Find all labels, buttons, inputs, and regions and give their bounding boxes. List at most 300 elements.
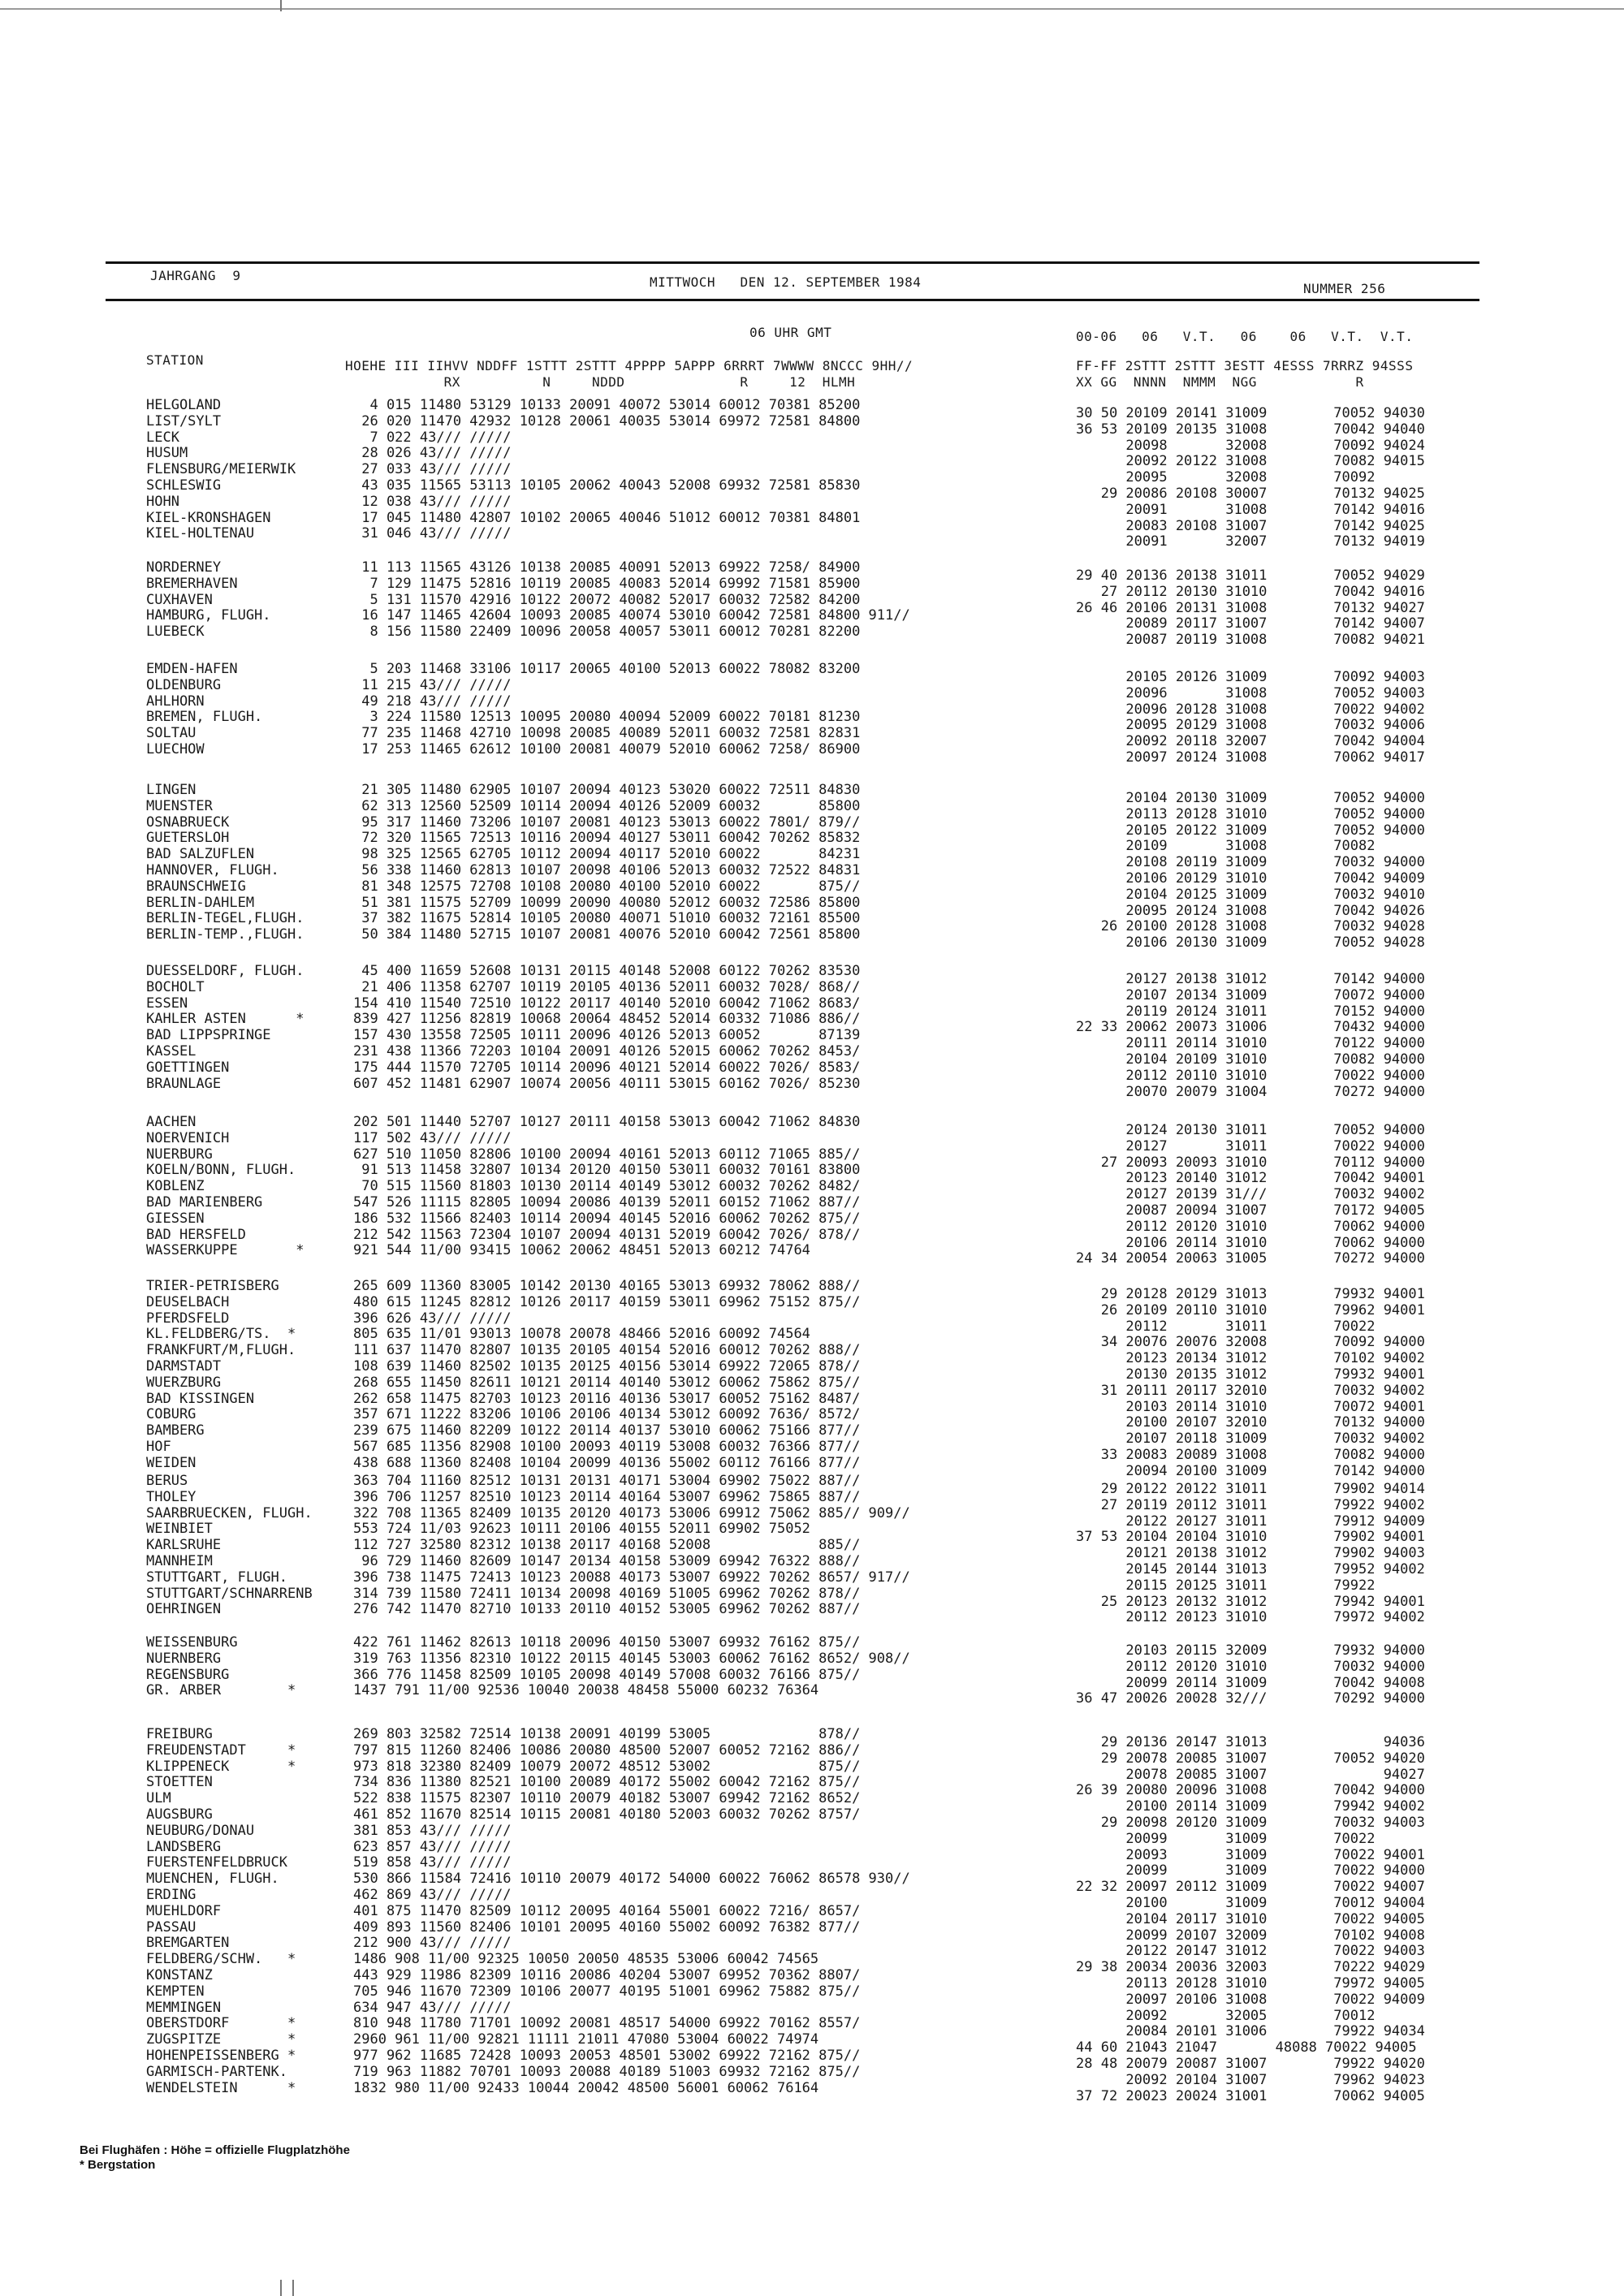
- station-name: ULM: [146, 1790, 171, 1807]
- station-name: HANNOVER, FLUGH.: [146, 861, 279, 878]
- station-forecast-row: 20092 20118 32007 70042 94004: [1076, 733, 1425, 750]
- station-forecast-row: 27 20112 20130 31010 70042 94016: [1076, 583, 1425, 600]
- station-forecast-row: 20092 20122 31008 70082 94015: [1076, 453, 1425, 470]
- station-code-row: 322 708 11365 82409 10135 20120 40173 53006 69912 75062 885// 909//: [353, 1504, 910, 1521]
- station-code-row: 95 317 11460 73206 10107 20081 40123 53013 60022 7801/ 879//: [353, 814, 861, 831]
- station-code-row: 314 739 11580 72411 10134 20098 40169 51005 69962 70262 878//: [353, 1585, 861, 1602]
- station-code-row: 3 224 11580 12513 10095 20080 40094 52009 60022 70181 81230: [353, 709, 861, 726]
- station-code-row: 973 818 32380 82409 10079 20072 48512 53002 875//: [353, 1758, 861, 1775]
- station-forecast-row: 37 72 20023 20024 31001 70062 94005: [1076, 2087, 1425, 2104]
- station-name: BERLIN-DAHLEM: [146, 894, 255, 911]
- station-code-row: 719 963 11882 70701 10093 20088 40189 51003 69932 72162 875//: [353, 2063, 861, 2080]
- station-forecast-row: 20122 20147 31012 70022 94003: [1076, 1943, 1425, 1960]
- station-name: LANDSBERG: [146, 1838, 222, 1855]
- station-forecast-row: 20092 32005 70012: [1076, 2007, 1376, 2024]
- station-name: NORDERNEY: [146, 559, 222, 576]
- station-code-row: 1832 980 11/00 92433 10044 20042 48500 56001 60062 76164: [353, 2079, 819, 2096]
- station-forecast-row: 29 20122 20122 31011 79902 94014: [1076, 1481, 1425, 1497]
- station-name: GARMISCH-PARTENK.: [146, 2063, 287, 2080]
- station-name: PFERDSFELD: [146, 1310, 230, 1327]
- station-code-row: 108 639 11460 82502 10135 20125 40156 53014 69922 72065 878//: [353, 1357, 861, 1375]
- station-forecast-row: 30 50 20109 20141 31009 70052 94030: [1076, 405, 1425, 421]
- code-column: [353, 1727, 910, 2096]
- station-name-column: [146, 1279, 296, 1472]
- station-code-row: 396 706 11257 82510 10123 20114 40164 53007 69962 75865 887//: [353, 1488, 861, 1505]
- station-forecast-row: 34 20076 20076 32008 70092 94000: [1076, 1334, 1425, 1351]
- station-code-row: 21 406 11358 62707 10119 20105 40136 52011 60032 7028/ 868//: [353, 978, 861, 995]
- right-column-header-sub: XX GG NNNN NMMM NGG R: [1076, 374, 1364, 390]
- station-name: NEUBURG/DONAU: [146, 1822, 255, 1839]
- forecast-column: [1076, 1643, 1425, 1707]
- station-name: BAD KISSINGEN: [146, 1390, 255, 1407]
- station-forecast-row: 20106 20129 31010 70042 94009: [1076, 870, 1425, 887]
- station-forecast-row: 20092 20104 31007 79962 94023: [1076, 2071, 1425, 2088]
- station-name: BRAUNLAGE: [146, 1075, 222, 1092]
- station-forecast-row: 20127 31011 70022 94000: [1076, 1137, 1425, 1154]
- station-code-row: 26 020 11470 42932 10128 20061 40035 53014 69972 72581 84800: [353, 412, 861, 429]
- station-code-row: 627 510 11050 82806 10100 20094 40161 52013 60112 71065 885//: [353, 1146, 861, 1163]
- station-code-row: 443 929 11986 82309 10116 20086 40204 53007 69952 70362 8807/: [353, 1966, 861, 1983]
- station-name-column: [146, 964, 304, 1092]
- station-forecast-row: 20095 20124 31008 70042 94026: [1076, 902, 1425, 919]
- station-forecast-row: 20091 31008 70142 94016: [1076, 501, 1425, 518]
- station-forecast-row: 20107 20118 31009 70032 94002: [1076, 1431, 1425, 1448]
- station-forecast-row: 20099 20107 32009 70102 94008: [1076, 1927, 1425, 1944]
- station-name: KARLSRUHE: [146, 1537, 222, 1554]
- header-rule: [106, 261, 1479, 264]
- station-name: BERLIN-TEMP.,FLUGH.: [146, 926, 304, 943]
- forecast-column: [1076, 972, 1425, 1100]
- station-forecast-row: 26 20109 20110 31010 79962 94001: [1076, 1301, 1425, 1318]
- station-forecast-row: 24 34 20054 20063 31005 70272 94000: [1076, 1250, 1425, 1267]
- station-forecast-row: 20099 31009 70022 94000: [1076, 1862, 1425, 1880]
- code-column-header-sub: RX N NDDD R 12 HLMH: [345, 374, 856, 390]
- station-forecast-row: 20095 32008 70092: [1076, 469, 1376, 486]
- station-forecast-row: 20087 20119 31008 70082 94021: [1076, 632, 1425, 649]
- station-name: HOF: [146, 1438, 171, 1455]
- station-name: SOLTAU: [146, 725, 197, 742]
- station-name: HOHENPEISSENBERG *: [146, 2047, 296, 2064]
- station-name: OSNABRUECK: [146, 814, 230, 831]
- station-code-row: 262 658 11475 82703 10123 20116 40136 53017 60052 75162 8487/: [353, 1390, 861, 1407]
- station-name-column: [146, 783, 304, 943]
- station-code-row: 480 615 11245 82812 10126 20117 40159 53011 69962 75152 875//: [353, 1293, 861, 1310]
- station-name: BRAUNSCHWEIG: [146, 878, 246, 895]
- station-name: DUESSELDORF, FLUGH.: [146, 963, 304, 979]
- station-forecast-row: 20115 20125 31011 79922: [1076, 1577, 1376, 1594]
- station-forecast-row: 27 20093 20093 31010 70112 94000: [1076, 1154, 1425, 1171]
- station-forecast-row: 20093 31009 70022 94001: [1076, 1846, 1425, 1863]
- station-forecast-row: 20098 32008 70092 94024: [1076, 437, 1425, 454]
- station-forecast-row: 20121 20138 31012 79902 94003: [1076, 1545, 1425, 1562]
- station-forecast-row: 20096 31008 70052 94003: [1076, 684, 1425, 701]
- station-forecast-row: 25 20123 20132 31012 79942 94001: [1076, 1593, 1425, 1610]
- station-code-row: 422 761 11462 82613 10118 20096 40150 53007 69932 76162 875//: [353, 1634, 861, 1651]
- station-forecast-row: 20108 20119 31009 70032 94000: [1076, 854, 1425, 871]
- station-code-row: 5 203 11468 33106 10117 20065 40100 52013 60022 78082 83200: [353, 661, 861, 677]
- station-forecast-row: 20083 20108 31007 70142 94025: [1076, 517, 1425, 534]
- station-forecast-row: 20112 20123 31010 79972 94002: [1076, 1609, 1425, 1626]
- station-name: KAHLER ASTEN *: [146, 1011, 304, 1028]
- station-code-row: 157 430 13558 72505 10111 20096 40126 52013 60052 87139: [353, 1027, 861, 1044]
- station-name: BAD HERSFELD: [146, 1226, 246, 1243]
- forecast-column: [1076, 670, 1425, 766]
- station-forecast-row: 20106 20114 31010 70062 94000: [1076, 1234, 1425, 1251]
- station-forecast-row: 20112 20120 31010 70062 94000: [1076, 1218, 1425, 1235]
- station-name: NOERVENICH: [146, 1129, 230, 1146]
- station-name: LIST/SYLT: [146, 412, 222, 429]
- station-forecast-row: 29 40 20136 20138 31011 70052 94029: [1076, 568, 1425, 584]
- station-forecast-row: 20078 20085 31007 94027: [1076, 1766, 1425, 1783]
- station-forecast-row: 29 20136 20147 31013 94036: [1076, 1734, 1425, 1750]
- station-code-row: 797 815 11260 82406 10086 20080 48500 52007 60052 72162 886//: [353, 1741, 861, 1759]
- station-forecast-row: 20095 20129 31008 70032 94006: [1076, 717, 1425, 734]
- station-code-row: 805 635 11/01 93013 10078 20078 48466 52016 60092 74564: [353, 1326, 810, 1343]
- station-code-row: 734 836 11380 82521 10100 20089 40172 55002 60042 72162 875//: [353, 1774, 861, 1791]
- station-name: MUENSTER: [146, 797, 213, 814]
- station-forecast-row: 20112 31011 70022: [1076, 1318, 1376, 1335]
- footnote-mountain-station: * Bergstation: [80, 2158, 156, 2172]
- station-name: FLENSBURG/MEIERWIK: [146, 461, 296, 478]
- station-forecast-row: 20145 20144 31013 79952 94002: [1076, 1560, 1425, 1577]
- station-code-row: 70 515 11560 81803 10130 20114 40149 53012 60032 70262 8482/: [353, 1178, 861, 1195]
- station-code-row: 705 946 11670 72309 10106 20077 40195 51001 69962 75882 875//: [353, 1983, 861, 2000]
- station-code-row: 409 893 11560 82406 10101 20095 40160 55002 60092 76382 877//: [353, 1918, 861, 1936]
- station-code-row: 50 384 11480 52715 10107 20081 40076 52010 60042 72561 85800: [353, 926, 861, 943]
- station-code-row: 49 218 43/// /////: [353, 693, 512, 710]
- right-column-header: FF-FF 2STTT 2STTT 3ESTT 4ESSS 7RRRZ 94SSS: [1076, 358, 1414, 373]
- station-name: GR. ARBER *: [146, 1682, 296, 1699]
- station-name: STUTTGART, FLUGH.: [146, 1569, 287, 1586]
- station-code-row: 12 038 43/// /////: [353, 493, 512, 510]
- scan-mark: [292, 2280, 294, 2296]
- station-code-row: 921 544 11/00 93415 10062 20062 48451 52013 60212 74764: [353, 1242, 810, 1259]
- station-code-row: 11 215 43/// /////: [353, 676, 512, 693]
- station-forecast-row: 20099 31009 70022: [1076, 1830, 1376, 1847]
- station-forecast-row: 20123 20140 31012 70042 94001: [1076, 1170, 1425, 1187]
- station-forecast-row: 20091 32007 70132 94019: [1076, 533, 1425, 550]
- station-forecast-row: 20112 20110 31010 70022 94000: [1076, 1067, 1425, 1084]
- footnote-airport-height: Bei Flughäfen : Höhe = offizielle Flugplatzhöhe: [80, 2143, 350, 2157]
- station-code-row: 634 947 43/// /////: [353, 1999, 512, 2016]
- station-name: MUEHLDORF: [146, 1902, 222, 1919]
- station-code-row: 98 325 12565 62705 10112 20094 40117 52010 60022 84231: [353, 846, 861, 863]
- station-name: REGENSBURG: [146, 1666, 230, 1683]
- forecast-column: [1076, 1123, 1425, 1267]
- station-name: FRANKFURT/M,FLUGH.: [146, 1342, 296, 1359]
- station-code-row: 91 513 11458 32807 10134 20120 40150 53011 60032 70161 83800: [353, 1162, 861, 1179]
- station-name: HELGOLAND: [146, 397, 222, 413]
- station-code-row: 265 609 11360 83005 10142 20130 40165 53013 69932 78062 888//: [353, 1278, 861, 1294]
- forecast-column: [1076, 1482, 1425, 1626]
- code-column: [353, 1279, 860, 1472]
- station-name: WEINBIET: [146, 1521, 213, 1538]
- right-column-header-top: 00-06 06 V.T. 06 06 V.T. V.T.: [1076, 329, 1414, 344]
- station-forecast-row: 29 20086 20108 30007 70132 94025: [1076, 485, 1425, 502]
- station-code-row: 461 852 11670 82514 10115 20081 40180 52003 60032 70262 8757/: [353, 1806, 861, 1823]
- station-name-column: [146, 1115, 304, 1259]
- station-name-column: [146, 1474, 313, 1618]
- station-name: WASSERKUPPE *: [146, 1242, 304, 1259]
- code-column: [353, 964, 860, 1092]
- station-code-row: 17 045 11480 42807 10102 20065 40046 51012 60012 70381 84801: [353, 509, 861, 526]
- station-forecast-row: 20097 20106 31008 70022 94009: [1076, 1991, 1425, 2008]
- station-name: LINGEN: [146, 782, 197, 798]
- station-name: SCHLESWIG: [146, 477, 222, 494]
- station-name: EMDEN-HAFEN: [146, 661, 238, 677]
- header-rule: [106, 299, 1479, 301]
- station-name: MUENCHEN, FLUGH.: [146, 1871, 279, 1888]
- station-code-row: 268 655 11450 82611 10121 20114 40140 53012 60062 75862 875//: [353, 1374, 861, 1391]
- station-code-row: 401 875 11470 82509 10112 20095 40164 55001 60022 7216/ 8657/: [353, 1902, 861, 1919]
- station-code-row: 839 427 11256 82819 10068 20064 48452 52014 60332 71086 886//: [353, 1011, 861, 1028]
- code-column: [353, 1474, 910, 1618]
- issue-volume: JAHRGANG 9: [150, 268, 241, 283]
- station-forecast-row: 29 20098 20120 31009 70032 94003: [1076, 1814, 1425, 1831]
- station-code-row: 31 046 43/// /////: [353, 525, 512, 542]
- station-code-row: 56 338 11460 62813 10107 20098 40106 52013 60032 72522 84831: [353, 861, 861, 878]
- station-forecast-row: 20113 20128 31010 79972 94005: [1076, 1974, 1425, 1992]
- station-forecast-row: 26 46 20106 20131 31008 70132 94027: [1076, 599, 1425, 616]
- station-name: ERDING: [146, 1886, 197, 1903]
- station-forecast-row: 29 20128 20129 31013 79932 94001: [1076, 1286, 1425, 1302]
- station-code-row: 51 381 11575 52709 10099 20090 40080 52012 60032 72586 85800: [353, 894, 861, 911]
- station-name: GOETTINGEN: [146, 1059, 230, 1076]
- station-forecast-row: 20094 20100 31009 70142 94000: [1076, 1462, 1425, 1479]
- station-name: BAD MARIENBERG: [146, 1193, 263, 1211]
- station-name: BREMERHAVEN: [146, 575, 238, 592]
- code-column: [353, 1635, 910, 1699]
- station-name: FREUDENSTADT *: [146, 1741, 296, 1759]
- station-code-row: 81 348 12575 72708 10108 20080 40100 52010 60022 875//: [353, 878, 861, 895]
- observation-time-title: 06 UHR GMT: [749, 325, 832, 340]
- station-name: FREIBURG: [146, 1726, 213, 1742]
- station-code-row: 269 803 32582 72514 10138 20091 40199 53005 878//: [353, 1726, 861, 1742]
- station-forecast-row: 20112 20120 31010 70032 94000: [1076, 1658, 1425, 1675]
- station-name: LUECHOW: [146, 740, 205, 757]
- station-name: KASSEL: [146, 1042, 197, 1060]
- station-forecast-row: 31 20111 20117 32010 70032 94002: [1076, 1382, 1425, 1399]
- station-code-row: 21 305 11480 62905 10107 20094 40123 53020 60022 72511 84830: [353, 782, 861, 798]
- station-name: AUGSBURG: [146, 1806, 213, 1823]
- station-name: AACHEN: [146, 1114, 197, 1130]
- station-forecast-row: 20099 20114 31009 70042 94008: [1076, 1674, 1425, 1691]
- station-forecast-row: 20104 20130 31009 70052 94000: [1076, 790, 1425, 806]
- station-name: STOETTEN: [146, 1774, 213, 1791]
- station-name: WENDELSTEIN *: [146, 2079, 296, 2096]
- station-name: WEIDEN: [146, 1454, 197, 1471]
- station-name: NUERBURG: [146, 1146, 213, 1163]
- station-forecast-row: 20070 20079 31004 70272 94000: [1076, 1083, 1425, 1100]
- station-name: BOCHOLT: [146, 978, 205, 995]
- station-code-row: 45 400 11659 52608 10131 20115 40148 52008 60122 70262 83530: [353, 963, 861, 979]
- station-name: FELDBERG/SCHW. *: [146, 1951, 296, 1968]
- station-code-row: 1437 791 11/00 92536 10040 20038 48458 55000 60232 76364: [353, 1682, 819, 1699]
- station-name: MEMMINGEN: [146, 1999, 222, 2016]
- station-forecast-row: 20130 20135 31012 79932 94001: [1076, 1366, 1425, 1383]
- station-code-row: 396 626 43/// /////: [353, 1310, 512, 1327]
- station-forecast-row: 20123 20134 31012 70102 94002: [1076, 1350, 1425, 1367]
- station-name: HAMBURG, FLUGH.: [146, 607, 271, 624]
- station-name: MANNHEIM: [146, 1552, 213, 1569]
- station-forecast-row: 20119 20124 31011 70152 94000: [1076, 1003, 1425, 1020]
- station-code-row: 43 035 11565 53113 10105 20062 40043 52008 69932 72581 85830: [353, 477, 861, 494]
- station-code-row: 319 763 11356 82310 10122 20115 40145 53003 60062 76162 8652/ 908//: [353, 1650, 910, 1667]
- station-name: KIEL-HOLTENAU: [146, 525, 255, 542]
- station-name: WUERZBURG: [146, 1374, 222, 1391]
- station-code-row: 28 026 43/// /////: [353, 445, 512, 462]
- station-name-column: [146, 1635, 296, 1699]
- station-name: HUSUM: [146, 445, 188, 462]
- station-forecast-row: 36 47 20026 20028 32/// 70292 94000: [1076, 1690, 1425, 1707]
- station-code-row: 5 131 11570 42916 10122 20072 40082 52017 60032 72582 84200: [353, 591, 861, 608]
- station-name-column: [146, 560, 271, 641]
- station-name: NUERNBERG: [146, 1650, 222, 1667]
- station-name: WEISSENBURG: [146, 1634, 238, 1651]
- station-forecast-row: 20111 20114 31010 70122 94000: [1076, 1035, 1425, 1052]
- station-forecast-row: 20104 20125 31009 70032 94010: [1076, 886, 1425, 903]
- code-column: [353, 783, 860, 943]
- station-forecast-row: 20106 20130 31009 70052 94028: [1076, 934, 1425, 952]
- station-code-row: 2960 961 11/00 92821 11111 21011 47080 53004 60022 74974: [353, 2031, 819, 2048]
- station-forecast-row: 20113 20128 31010 70052 94000: [1076, 805, 1425, 822]
- station-code-row: 7 022 43/// /////: [353, 429, 512, 446]
- scan-mark: [280, 0, 282, 11]
- station-code-row: 8 156 11580 22409 10096 20058 40057 53011 60012 70281 82200: [353, 624, 861, 641]
- station-name: KL.FELDBERG/TS. *: [146, 1326, 296, 1343]
- code-column: [353, 398, 860, 542]
- code-column: [353, 662, 860, 758]
- station-name: SAARBRUECKEN, FLUGH.: [146, 1504, 313, 1521]
- forecast-column: [1076, 1735, 1425, 2104]
- station-name: LECK: [146, 429, 179, 446]
- station-name: THOLEY: [146, 1488, 197, 1505]
- station-code-row: 154 410 11540 72510 10122 20117 40140 52010 60042 71062 8683/: [353, 995, 861, 1012]
- station-name: BAD LIPPSPRINGE: [146, 1027, 271, 1044]
- station-code-row: 607 452 11481 62907 10074 20056 40111 53015 60162 7026/ 85230: [353, 1075, 861, 1092]
- station-name: STUTTGART/SCHNARRENB: [146, 1585, 313, 1602]
- station-code-row: 212 542 11563 72304 10107 20094 40131 52019 60042 7026/ 878//: [353, 1226, 861, 1243]
- station-name: OBERSTDORF *: [146, 2015, 296, 2032]
- station-forecast-row: 20122 20127 31011 79912 94009: [1076, 1513, 1425, 1530]
- code-column-header: HOEHE III IIHVV NDDFF 1STTT 2STTT 4PPPP 5APPP 6RRRT 7WWWW 8NCCC 9HH//: [345, 358, 914, 373]
- station-code-row: 276 742 11470 82710 10133 20110 40152 53005 69962 70262 887//: [353, 1601, 861, 1618]
- station-code-row: 567 685 11356 82908 10100 20093 40119 53008 60032 76366 877//: [353, 1438, 861, 1455]
- station-name: HOHN: [146, 493, 179, 510]
- station-forecast-row: 20100 31009 70012 94004: [1076, 1894, 1425, 1911]
- station-forecast-row: 20096 20128 31008 70022 94002: [1076, 701, 1425, 718]
- forecast-column: [1076, 406, 1425, 550]
- station-forecast-row: 20107 20134 31009 70072 94000: [1076, 986, 1425, 1003]
- station-forecast-row: 20100 20107 32010 70132 94000: [1076, 1414, 1425, 1431]
- station-code-row: 62 313 12560 52509 10114 20094 40126 52009 60032 85800: [353, 797, 861, 814]
- station-name-column: [146, 398, 296, 542]
- station-forecast-row: 20084 20101 31006 79922 94034: [1076, 2023, 1425, 2040]
- station-name: BAD SALZUFLEN: [146, 846, 255, 863]
- station-name: KLIPPENECK *: [146, 1758, 296, 1775]
- station-name: DEUSELBACH: [146, 1293, 230, 1310]
- station-code-row: 7 129 11475 52816 10119 20085 40083 52014 69992 71581 85900: [353, 575, 861, 592]
- station-name: LUEBECK: [146, 624, 205, 641]
- station-code-row: 17 253 11465 62612 10100 20081 40079 52010 60062 7258/ 86900: [353, 740, 861, 757]
- forecast-column: [1076, 568, 1425, 649]
- station-name-column: [146, 662, 262, 758]
- station-forecast-row: 20104 20117 31010 70022 94005: [1076, 1910, 1425, 1927]
- station-code-row: 363 704 11160 82512 10131 20131 40171 53004 69902 75022 887//: [353, 1473, 861, 1489]
- station-code-row: 27 033 43/// /////: [353, 461, 512, 478]
- station-forecast-row: 20109 31008 70082: [1076, 838, 1376, 855]
- station-code-row: 396 738 11475 72413 10123 20088 40173 53007 69922 70262 8657/ 917//: [353, 1569, 910, 1586]
- station-name: BREMGARTEN: [146, 1935, 230, 1952]
- station-name: BERLIN-TEGEL,FLUGH.: [146, 910, 304, 927]
- station-name: COBURG: [146, 1406, 197, 1423]
- station-name: GIESSEN: [146, 1210, 205, 1227]
- station-code-row: 239 675 11460 82209 10122 20114 40137 53010 60062 75166 877//: [353, 1422, 861, 1439]
- station-forecast-row: 20105 20126 31009 70092 94003: [1076, 669, 1425, 685]
- station-name: KOELN/BONN, FLUGH.: [146, 1162, 296, 1179]
- station-forecast-row: 29 20078 20085 31007 70052 94020: [1076, 1750, 1425, 1767]
- station-name: ESSEN: [146, 995, 188, 1012]
- station-forecast-row: 33 20083 20089 31008 70082 94000: [1076, 1446, 1425, 1463]
- station-name: BERUS: [146, 1473, 188, 1489]
- station-code-row: 231 438 11366 72203 10104 20091 40126 52015 60062 70262 8453/: [353, 1042, 861, 1060]
- station-name: KOBLENZ: [146, 1178, 205, 1195]
- station-code-row: 522 838 11575 82307 10110 20079 40182 53007 69942 72162 8652/: [353, 1790, 861, 1807]
- station-code-row: 519 858 43/// /////: [353, 1854, 512, 1871]
- station-column-header: STATION: [146, 352, 204, 368]
- station-name: BAMBERG: [146, 1422, 205, 1439]
- station-forecast-row: 20127 20139 31/// 70032 94002: [1076, 1186, 1425, 1203]
- station-code-row: 175 444 11570 72705 10114 20096 40121 52014 60022 7026/ 8583/: [353, 1059, 861, 1076]
- station-name: DARMSTADT: [146, 1357, 222, 1375]
- station-forecast-row: 20097 20124 31008 70062 94017: [1076, 749, 1425, 766]
- station-name: ZUGSPITZE *: [146, 2031, 296, 2048]
- station-code-row: 111 637 11470 82807 10135 20105 40154 52016 60012 70262 888//: [353, 1342, 861, 1359]
- station-code-row: 381 853 43/// /////: [353, 1822, 512, 1839]
- station-forecast-row: 20127 20138 31012 70142 94000: [1076, 971, 1425, 987]
- station-code-row: 810 948 11780 71701 10092 20081 48517 54000 69922 70162 8557/: [353, 2015, 861, 2032]
- station-name: BREMEN, FLUGH.: [146, 709, 263, 726]
- station-forecast-row: 44 60 21043 21047 48088 70022 94005: [1076, 2039, 1417, 2056]
- station-name: KIEL-KRONSHAGEN: [146, 509, 271, 526]
- station-forecast-row: 26 20100 20128 31008 70032 94028: [1076, 918, 1425, 935]
- scan-top-rule: [0, 8, 1624, 10]
- issue-number: NUMMER 256: [1303, 281, 1386, 296]
- forecast-column: [1076, 1287, 1425, 1480]
- station-code-row: 438 688 11360 82408 10104 20099 40136 55002 60112 76166 877//: [353, 1454, 861, 1471]
- issue-date: MITTWOCH DEN 12. SEPTEMBER 1984: [650, 274, 922, 290]
- station-code-row: 186 532 11566 82403 10114 20094 40145 52016 60062 70262 875//: [353, 1210, 861, 1227]
- station-code-row: 77 235 11468 42710 10098 20085 40089 52011 60032 72581 82831: [353, 725, 861, 742]
- station-forecast-row: 20105 20122 31009 70052 94000: [1076, 822, 1425, 839]
- station-code-row: 212 900 43/// /////: [353, 1935, 512, 1952]
- station-code-row: 202 501 11440 52707 10127 20111 40158 53013 60042 71062 84830: [353, 1114, 861, 1130]
- station-name: TRIER-PETRISBERG: [146, 1278, 279, 1294]
- station-forecast-row: 36 53 20109 20135 31008 70042 94040: [1076, 421, 1425, 438]
- station-forecast-row: 29 38 20034 20036 32003 70222 94029: [1076, 1959, 1425, 1976]
- station-code-row: 462 869 43/// /////: [353, 1886, 512, 1903]
- station-code-row: 547 526 11115 82805 10094 20086 40139 52011 60152 71062 887//: [353, 1193, 861, 1211]
- station-code-row: 357 671 11222 83206 10106 20106 40134 53012 60092 7636/ 8572/: [353, 1406, 861, 1423]
- station-forecast-row: 27 20119 20112 31011 79922 94002: [1076, 1496, 1425, 1513]
- station-forecast-row: 20089 20117 31007 70142 94007: [1076, 615, 1425, 632]
- station-forecast-row: 28 48 20079 20087 31007 79922 94020: [1076, 2055, 1425, 2072]
- station-code-row: 37 382 11675 52814 10105 20080 40071 51010 60032 72161 85500: [353, 910, 861, 927]
- station-code-row: 977 962 11685 72428 10093 20053 48501 53002 69922 72162 875//: [353, 2047, 861, 2064]
- station-code-row: 117 502 43/// /////: [353, 1129, 512, 1146]
- station-forecast-row: 20087 20094 31007 70172 94005: [1076, 1202, 1425, 1219]
- station-code-row: 4 015 11480 53129 10133 20091 40072 53014 60012 70381 85200: [353, 397, 861, 413]
